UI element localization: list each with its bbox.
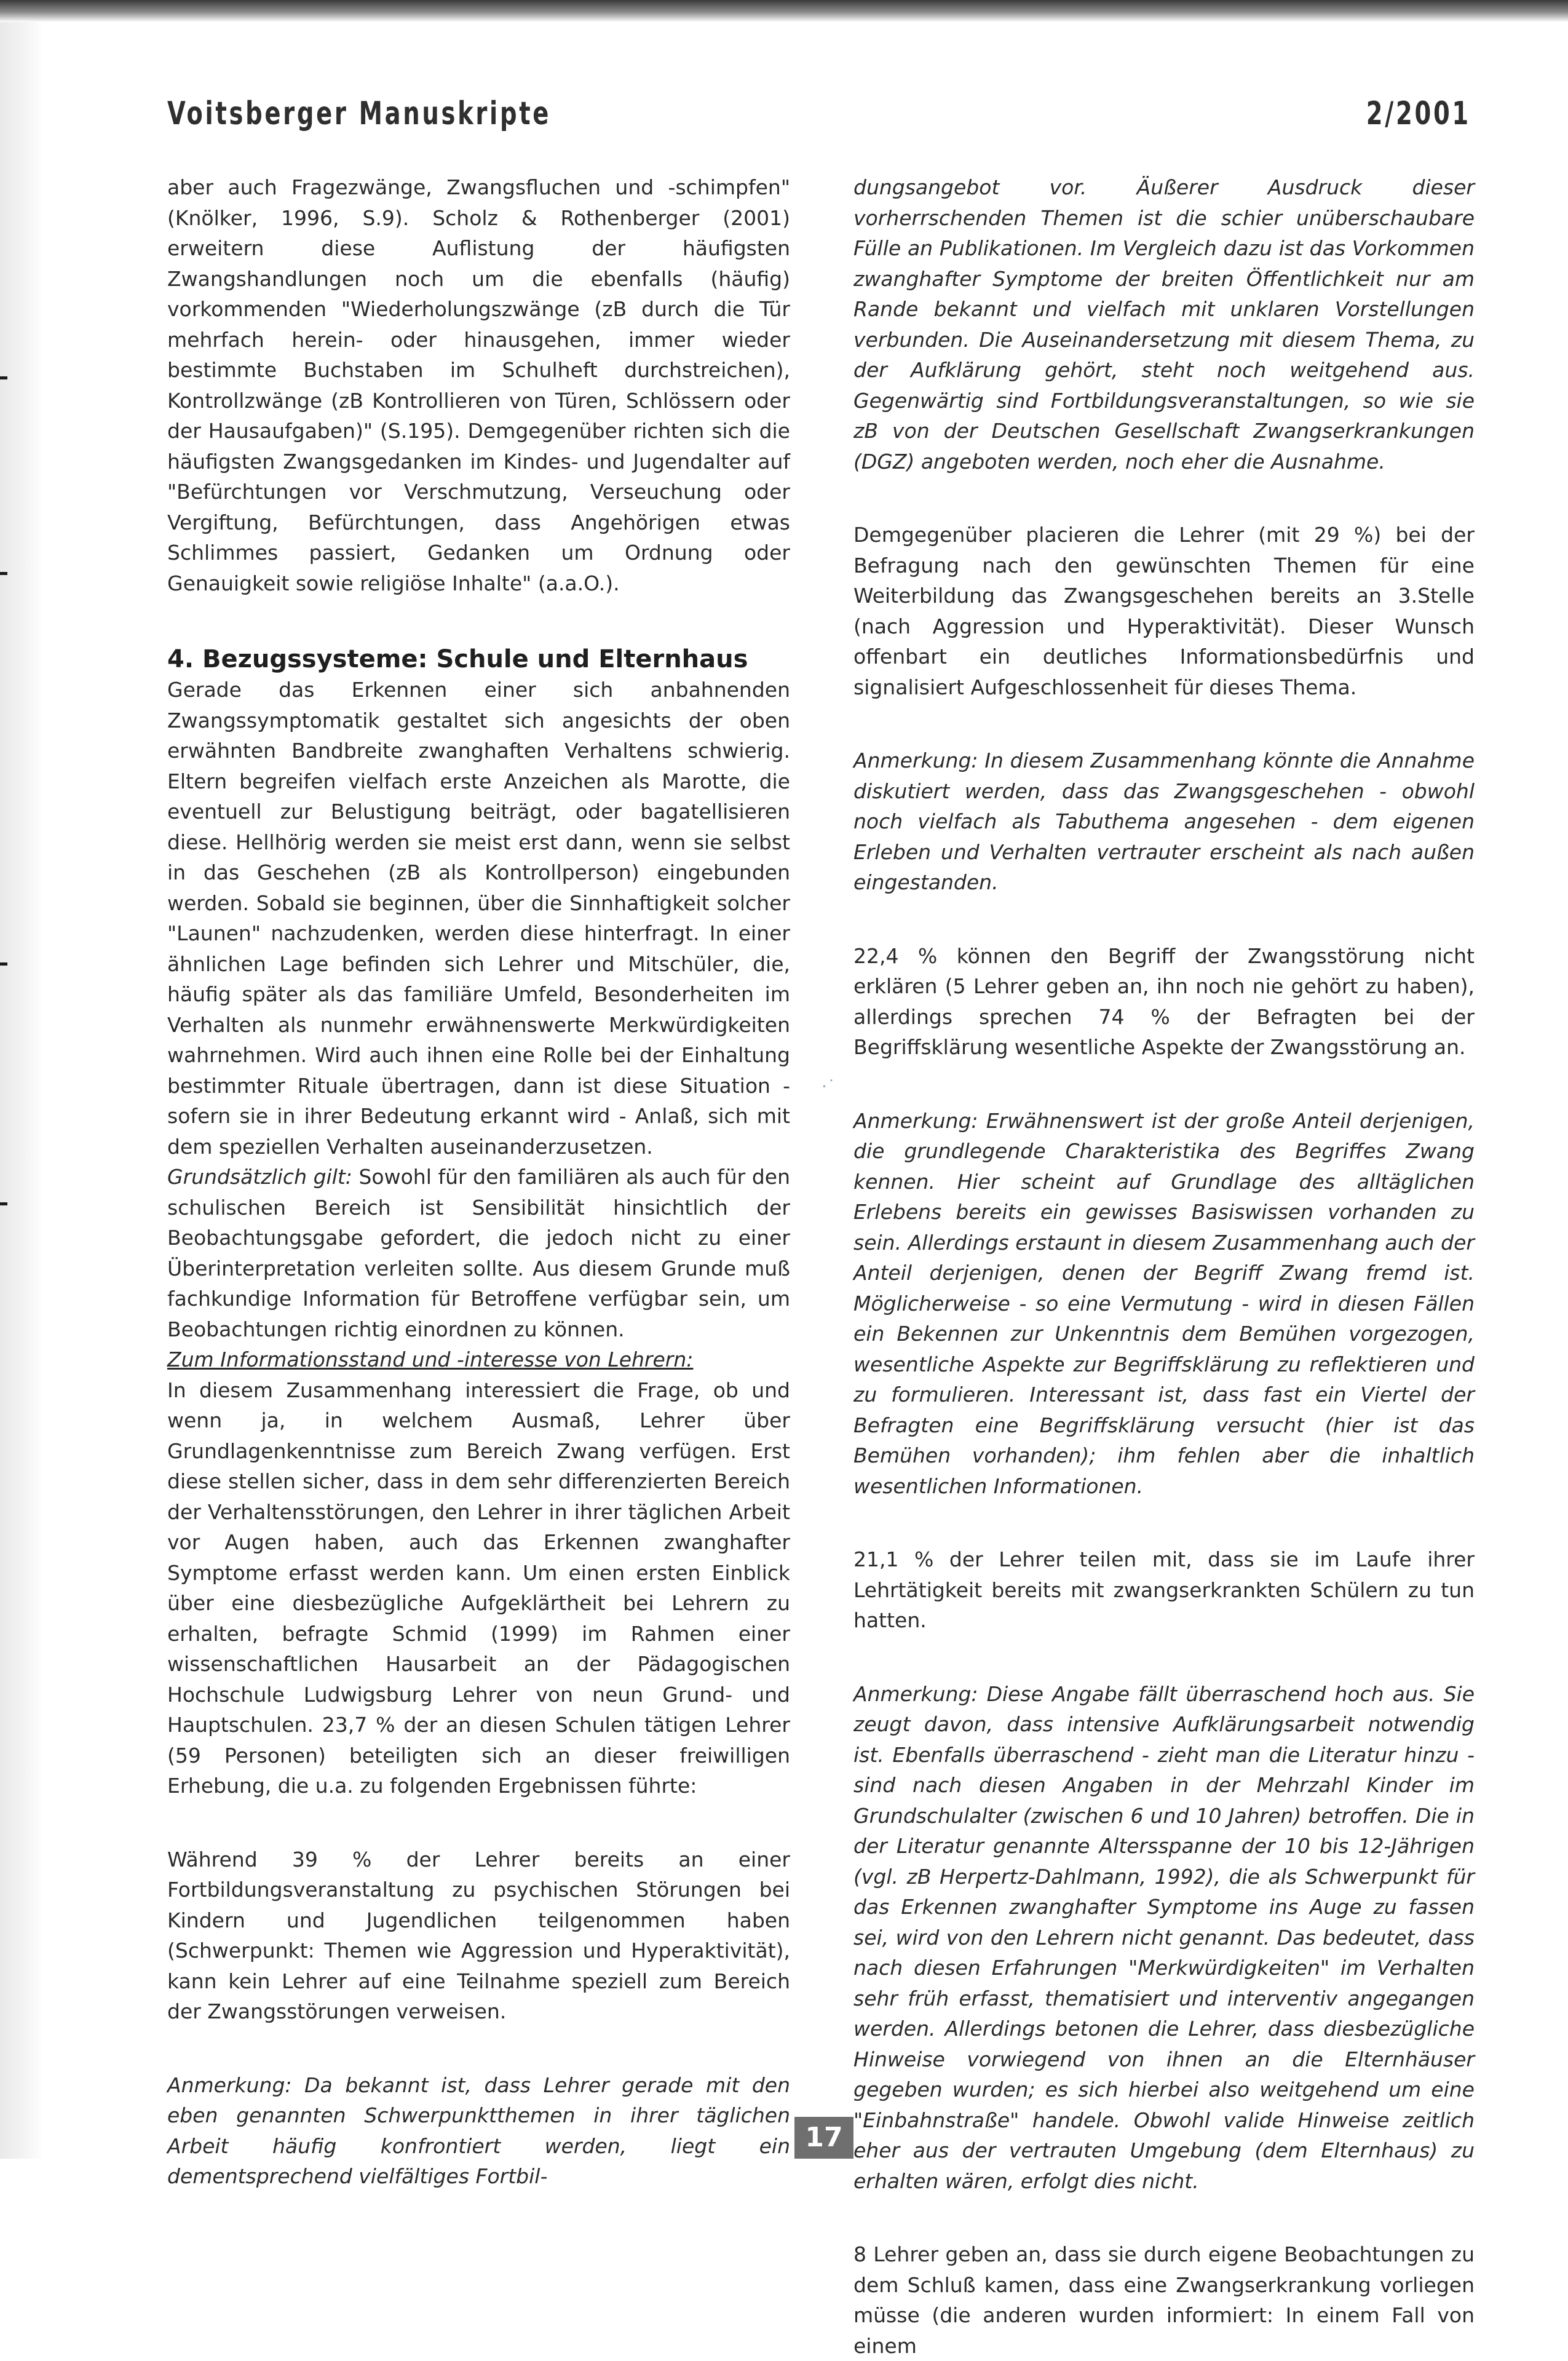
scan-speck: ·˙ — [822, 1076, 836, 1097]
right-column — [853, 172, 1475, 2361]
paragraph: In diesem Zusammenhang interessiert die Frage, ob und wenn ja, in welchem Ausmaß, Lehrer über Grundlagenkenntnisse zum Bereich Zwang verfügen. Erst diese stellen sicher, dass in dem sehr differenzierten Bereich der Verhaltensstörungen, den Lehrer in ihrer täglichen Arbeit vor Augen haben, auch das Erkennen zwanghafter Symptome erfasst werden kann. Um einen ersten Einblick über eine diesbezügliche Aufgeklärtheit bei Lehrern zu erhalten, befragte Schmid (1999) im Rahmen einer wissenschaftlichen Hausarbeit an der Pädagogischen Hochschule Ludwigsburg Lehrer von neun Grund- und Hauptschulen. 23,7 % der an diesen Schulen tätigen Lehrer (59 Personen) beteiligten sich an dieser freiwilligen Erhebung, die u.a. zu folgenden Ergebnissen führte: — [167, 1378, 790, 1798]
annotation-paragraph: Anmerkung: In diesem Zusammenhang könnte die Annahme diskutiert werden, dass das Zwangsgeschehen - obwohl noch vielfach als Tabuthema angesehen - dem eigenen Erleben und Verhalten vertrauter erscheint als nach außen eingestanden. — [853, 748, 1475, 894]
annotation-paragraph: dungsangebot vor. Äußerer Ausdruck dieser vorherrschenden Themen ist die schier unüberschaubare Fülle an Publikationen. Im Vergleich dazu ist das Vorkommen zwanghafter Symptome der breiten Öffentlichkeit nur am Rande bekannt und vielfach mit unklaren Vorstellungen verbunden. Die Auseinandersetzung mit diesem Thema, zu der Aufklärung gehört, steht noch weitgehend aus. Gegenwärtig sind Fortbildungsveranstaltungen, so wie sie zB von der Deutschen Gesellschaft Zwangserkrankungen (DGZ) angeboten werden, noch eher die Ausnahme. — [853, 175, 1475, 474]
scan-mark — [0, 376, 7, 379]
scan-mark — [0, 962, 7, 966]
scan-mark — [0, 572, 7, 575]
principle-label: Grundsätzlich gilt: — [167, 1165, 352, 1189]
issue-number: 2/2001 — [1366, 95, 1471, 132]
subheading: Zum Informationsstand und -interesse von Lehrern: — [167, 1347, 694, 1371]
paragraph: aber auch Fragezwänge, Zwangsfluchen und -schimpfen" (Knölker, 1996, S.9). Scholz & Rothenberger (2001) erweitern diese Auflistung der häufigsten Zwangshandlungen noch um die ebenfalls (häufig) vorkommenden "Wiederholungszwänge (zB durch die Tür mehrfach herein- oder hinausgehen, immer wieder bestimmte Buchstaben im Schulheft durchstreichen), Kontrollzwänge (zB Kontrollieren von Türen, Schlössern oder der Hausaufgaben)" (S.195). Demgegenüber richten sich die häufigsten Zwangsgedanken im Kindes- und Jugendalter auf "Befürchtungen vor Verschmutzung, Verseuchung oder Vergiftung, Befürchtungen, dass Angehörigen etwas Schlimmes passiert, Gedanken um Ordnung oder Genauigkeit sowie religiöse Inhalte" (a.a.O.). — [167, 175, 790, 595]
journal-title: Voitsberger Manuskripte — [167, 95, 552, 132]
scan-shadow-top — [0, 0, 1568, 22]
section-heading: 4. Bezugssysteme: Schule und Elternhaus — [167, 645, 748, 673]
left-column — [167, 172, 790, 2192]
paragraph — [167, 1162, 790, 1344]
paragraph: 22,4 % können den Begriff der Zwangsstörung nicht erklären (5 Lehrer geben an, ihn noch nie gehört zu haben), allerdings sprechen 74 % der Befragten bei der Begriffsklärung wesentliche Aspekte der Zwangsstörung an. — [853, 943, 1475, 1059]
principle-text: Sowohl für den familiären als auch für den schulischen Bereich ist Sensibilität hinsichtlich der Beobachtungsgabe gefordert, die jedoch nicht zu einer Überinterpretation verleiten sollte. Aus diesem Grunde muß fachkundige Information für Betroffene verfügbar sein, um Beobachtungen richtig einordnen zu können. — [167, 1165, 790, 1341]
page-number: 17 — [794, 2117, 853, 2159]
scan-shadow-left — [0, 0, 43, 2159]
paragraph: Demgegenüber placieren die Lehrer (mit 29 %) bei der Befragung nach den gewünschten Themen für eine Weiterbildung das Zwangsgeschehen bereits an 3.Stelle (nach Aggression und Hyperaktivität). Dieser Wunsch offenbart ein deutliches Informationsbedürfnis und signalisiert Aufgeschlossenheit für dieses Thema. — [853, 523, 1475, 699]
annotation-paragraph: Anmerkung: Erwähnenswert ist der große Anteil derjenigen, die grundlegende Charakteristika des Begriffes Zwang kennen. Hier scheint auf Grundlage des alltäglichen Erlebens bereits ein gewisses Basiswissen vorhanden zu sein. Allerdings erstaunt in diesem Zusammenhang auch der Anteil derjenigen, denen der Begriff Zwang fremd ist. Möglicherweise - so eine Vermutung - wird in diesen Fällen ein Bekennen zur Unkenntnis dem Bemühen vorgezogen, wesentliche Aspekte zur Begriffsklärung zu reflektieren und zu formulieren. Interessant ist, dass fast ein Viertel der Befragten eine Begriffsklärung versucht (hier ist das Bemühen vorhanden); ihm fehlen aber die inhaltlich wesentlichen Informationen. — [853, 1108, 1475, 1498]
paragraph: Gerade das Erkennen einer sich anbahnenden Zwangssymptomatik gestaltet sich angesichts der oben erwähnten Bandbreite zwanghaften Verhaltens schwierig. Eltern begreifen vielfach erste Anzeichen als Marotte, die eventuell zur Belustigung beiträgt, oder bagatellisieren diese. Hellhörig werden sie meist erst dann, wenn sie selbst in das Geschehen (zB als Kontrollperson) eingebunden werden. Sobald sie beginnen, über die Sinnhaftigkeit solcher "Launen" nachzudenken, werden diese hinterfragt. In einer ähnlichen Lage befinden sich Lehrer und Mitschüler, die, häufig später als das familiäre Umfeld, Besonderheiten im Verhalten als nunmehr erwähnenswerte Merkwürdigkeiten wahrnehmen. Wird auch ihnen eine Rolle bei der Einhaltung bestimmter Rituale übertragen, dann ist diese Situation - sofern sie in ihrer Bedeutung erkannt wird - Anlaß, sich mit dem speziellen Verhalten auseinanderzusetzen. — [167, 678, 790, 1159]
paragraph: 8 Lehrer geben an, dass sie durch eigene Beobachtungen zu dem Schluß kamen, dass eine Zwangserkrankung vorliegen müsse (die anderen wurden informiert: In einem Fall von einem — [853, 2242, 1475, 2358]
paragraph: Während 39 % der Lehrer bereits an einer Fortbildungsveranstaltung zu psychischen Störungen bei Kindern und Jugendlichen teilgenommen haben (Schwerpunkt: Themen wie Aggression und Hyperaktivität), kann kein Lehrer auf eine Teilnahme speziell zum Bereich der Zwangsstörungen verweisen. — [167, 1847, 790, 2023]
annotation-paragraph: Anmerkung: Da bekannt ist, dass Lehrer gerade mit den eben genannten Schwerpunktthemen in ihrer täglichen Arbeit häufig konfrontiert werden, liegt ein dementsprechend vielfältiges Fortbil- — [167, 2073, 790, 2188]
paragraph: 21,1 % der Lehrer teilen mit, dass sie im Laufe ihrer Lehrtätigkeit bereits mit zwangserkrankten Schülern zu tun hatten. — [853, 1547, 1475, 1632]
annotation-paragraph: Anmerkung: Diese Angabe fällt überraschend hoch aus. Sie zeugt davon, dass intensive Aufklärungsarbeit notwendig ist. Ebenfalls überraschend - zieht man die Literatur hinzu - sind nach diesen Angaben in der Mehrzahl Kinder im Grundschulalter (zwischen 6 und 10 Jahren) betroffen. Die in der Literatur genannte Altersspanne der 10 bis 12-Jährigen (vgl. zB Herpertz-Dahlmann, 1992), die als Schwerpunkt für das Erkennen zwanghafter Symptome ins Auge zu fassen sei, wird von den Lehrern nicht genannt. Das bedeutet, dass nach diesen Erfahrungen "Merkwürdigkeiten" im Verhalten sehr früh erfasst, thematisiert und interventiv angegangen werden. Allerdings betonen die Lehrer, dass diesbezügliche Hinweise vorwiegend von ihnen an die Elternhäuser gegeben wurden; es sich hierbei also weitgehend um eine "Einbahnstraße" handele. Obwohl valide Hinweise zeitlich eher aus der vertrauten Umgebung (dem Elternhaus) zu erhalten wären, erfolgt dies nicht. — [853, 1681, 1475, 2193]
scan-mark — [0, 1202, 7, 1205]
page-header — [167, 95, 1471, 138]
